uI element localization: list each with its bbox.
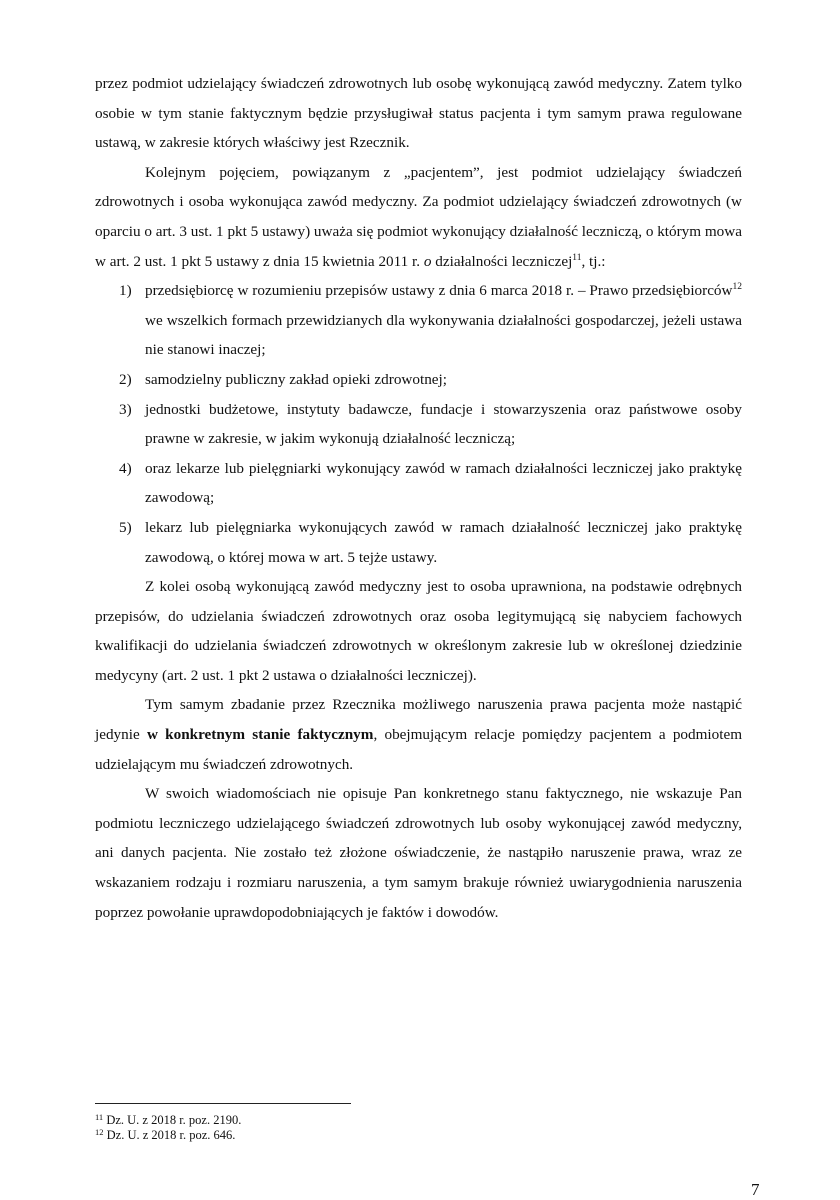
- list-item-text: lekarz lub pielęgniarka wykonujących zawód w ramach działalność leczniczej jako praktykę zawodową, o której mowa w art. 5 tejże ustawy.: [145, 518, 742, 566]
- list-item-text: samodzielny publiczny zakład opieki zdrowotnej;: [145, 370, 447, 388]
- italic-word: o: [423, 252, 432, 270]
- paragraph-4: [95, 690, 742, 779]
- list-item-number: 2): [119, 370, 132, 388]
- document-body: [95, 69, 742, 927]
- paragraph-2: [95, 158, 742, 276]
- paragraph-text: Z kolei osobą wykonującą zawód medyczny jest to osoba uprawniona, na podstawie odrębnych przepisów, do udzielania świadczeń zdrowotnych oraz osoba legitymującą się nabyciem fachowych kwalifikacji do udzielania świadczeń zdrowotnych w określonym zakresie lub w określonej dziedzinie medycyny (art. 2 ust. 1 pkt 2 ustawa o działalności leczniczej).: [95, 578, 742, 684]
- footnote-reference[interactable]: 12: [732, 282, 742, 293]
- list-item: [95, 365, 742, 395]
- list-item-text: jednostki budżetowe, instytuty badawcze, fundacje i stowarzyszenia oraz państwowe osoby prawne w zakresie, w jakim wykonują działalność leczniczą;: [145, 400, 742, 448]
- paragraph-5: [95, 779, 742, 927]
- paragraph-3: [95, 572, 742, 690]
- paragraph-1: [95, 69, 742, 158]
- footnote-separator: [95, 1103, 351, 1104]
- page-number: 7: [751, 1180, 760, 1199]
- list-item-text: we wszelkich formach przewidzianych dla wykonywania działalności gospodarczej, jeżeli ustawa nie stanowi inaczej;: [145, 311, 742, 359]
- footnote: [95, 1128, 241, 1143]
- list-item-number: 1): [119, 282, 132, 300]
- list-item: [95, 395, 742, 454]
- definition-list: [95, 276, 742, 572]
- footnote-reference[interactable]: 11: [572, 252, 582, 263]
- paragraph-text: , obejmującym relacje pomiędzy pacjentem a podmiotem udzielającym mu świadczeń zdrowotnych.: [95, 726, 743, 773]
- paragraph-text: przez podmiot udzielający świadczeń zdrowotnych lub osobę wykonującą zawód medyczny. Zatem tylko osobie w tym stanie faktycznym będzie przysługiwał status pacjenta i tym samym prawa regulowane ustawą, w zakresie których właściwy jest Rzecznik.: [95, 75, 742, 152]
- list-item-text: oraz lekarze lub pielęgniarki wykonujący zawód w ramach działalności leczniczej jako praktykę zawodową;: [145, 459, 742, 507]
- list-item: [95, 454, 742, 513]
- list-item-text: przedsiębiorcę w rozumieniu przepisów ustawy z dnia 6 marca 2018 r. – Prawo przedsiębiorców: [145, 282, 733, 300]
- paragraph-text: Tym samym zbadanie przez Rzecznika możliwego naruszenia prawa pacjenta może nastąpić jedynie: [95, 696, 742, 744]
- footnote: [95, 1113, 241, 1128]
- footnote-number: 12: [95, 1127, 104, 1137]
- paragraph-text: Kolejnym pojęciem, powiązanym z „pacjentem”, jest podmiot udzielający świadczeń zdrowotnych i osoba wykonująca zawód medyczny. Za podmiot udzielający świadczeń zdrowotnych (w oparciu o art. 3 ust. 1 pkt 5 ustawy) uważa się podmiot wykonujący działalność leczniczą, o którym mowa w art. 2 ust. 1 pkt 5 ustawy z dnia 15 kwietnia 2011 r.: [95, 163, 742, 270]
- list-item-number: 3): [119, 400, 132, 418]
- footnote-number: 11: [95, 1112, 104, 1122]
- footnotes: [95, 1113, 241, 1143]
- footnote-text: Dz. U. z 2018 r. poz. 646.: [106, 1128, 236, 1142]
- list-item: [95, 513, 742, 572]
- paragraph-text: działalności leczniczej: [435, 252, 573, 270]
- paragraph-text: , tj.:: [581, 252, 606, 270]
- list-item-number: 5): [119, 518, 132, 536]
- footnote-text: Dz. U. z 2018 r. poz. 2190.: [106, 1113, 242, 1127]
- bold-phrase: w konkretnym stanie faktycznym: [146, 726, 374, 744]
- list-item-number: 4): [119, 459, 132, 477]
- paragraph-text: W swoich wiadomościach nie opisuje Pan konkretnego stanu faktycznego, nie wskazuje Pan podmiotu leczniczego udzielającego świadczeń zdrowotnych lub osoby wykonującej zawód medyczny, ani danych pacjenta. Nie zostało też złożone oświadczenie, że nastąpiło naruszenie prawa, wraz ze wskazaniem rodzaju i rozmiaru naruszenia, a tym samym brakuje również uwiarygodnienia naruszenia poprzez powołanie uprawdopodobniających je faktów i dowodów.: [95, 785, 742, 921]
- list-item: [95, 276, 742, 365]
